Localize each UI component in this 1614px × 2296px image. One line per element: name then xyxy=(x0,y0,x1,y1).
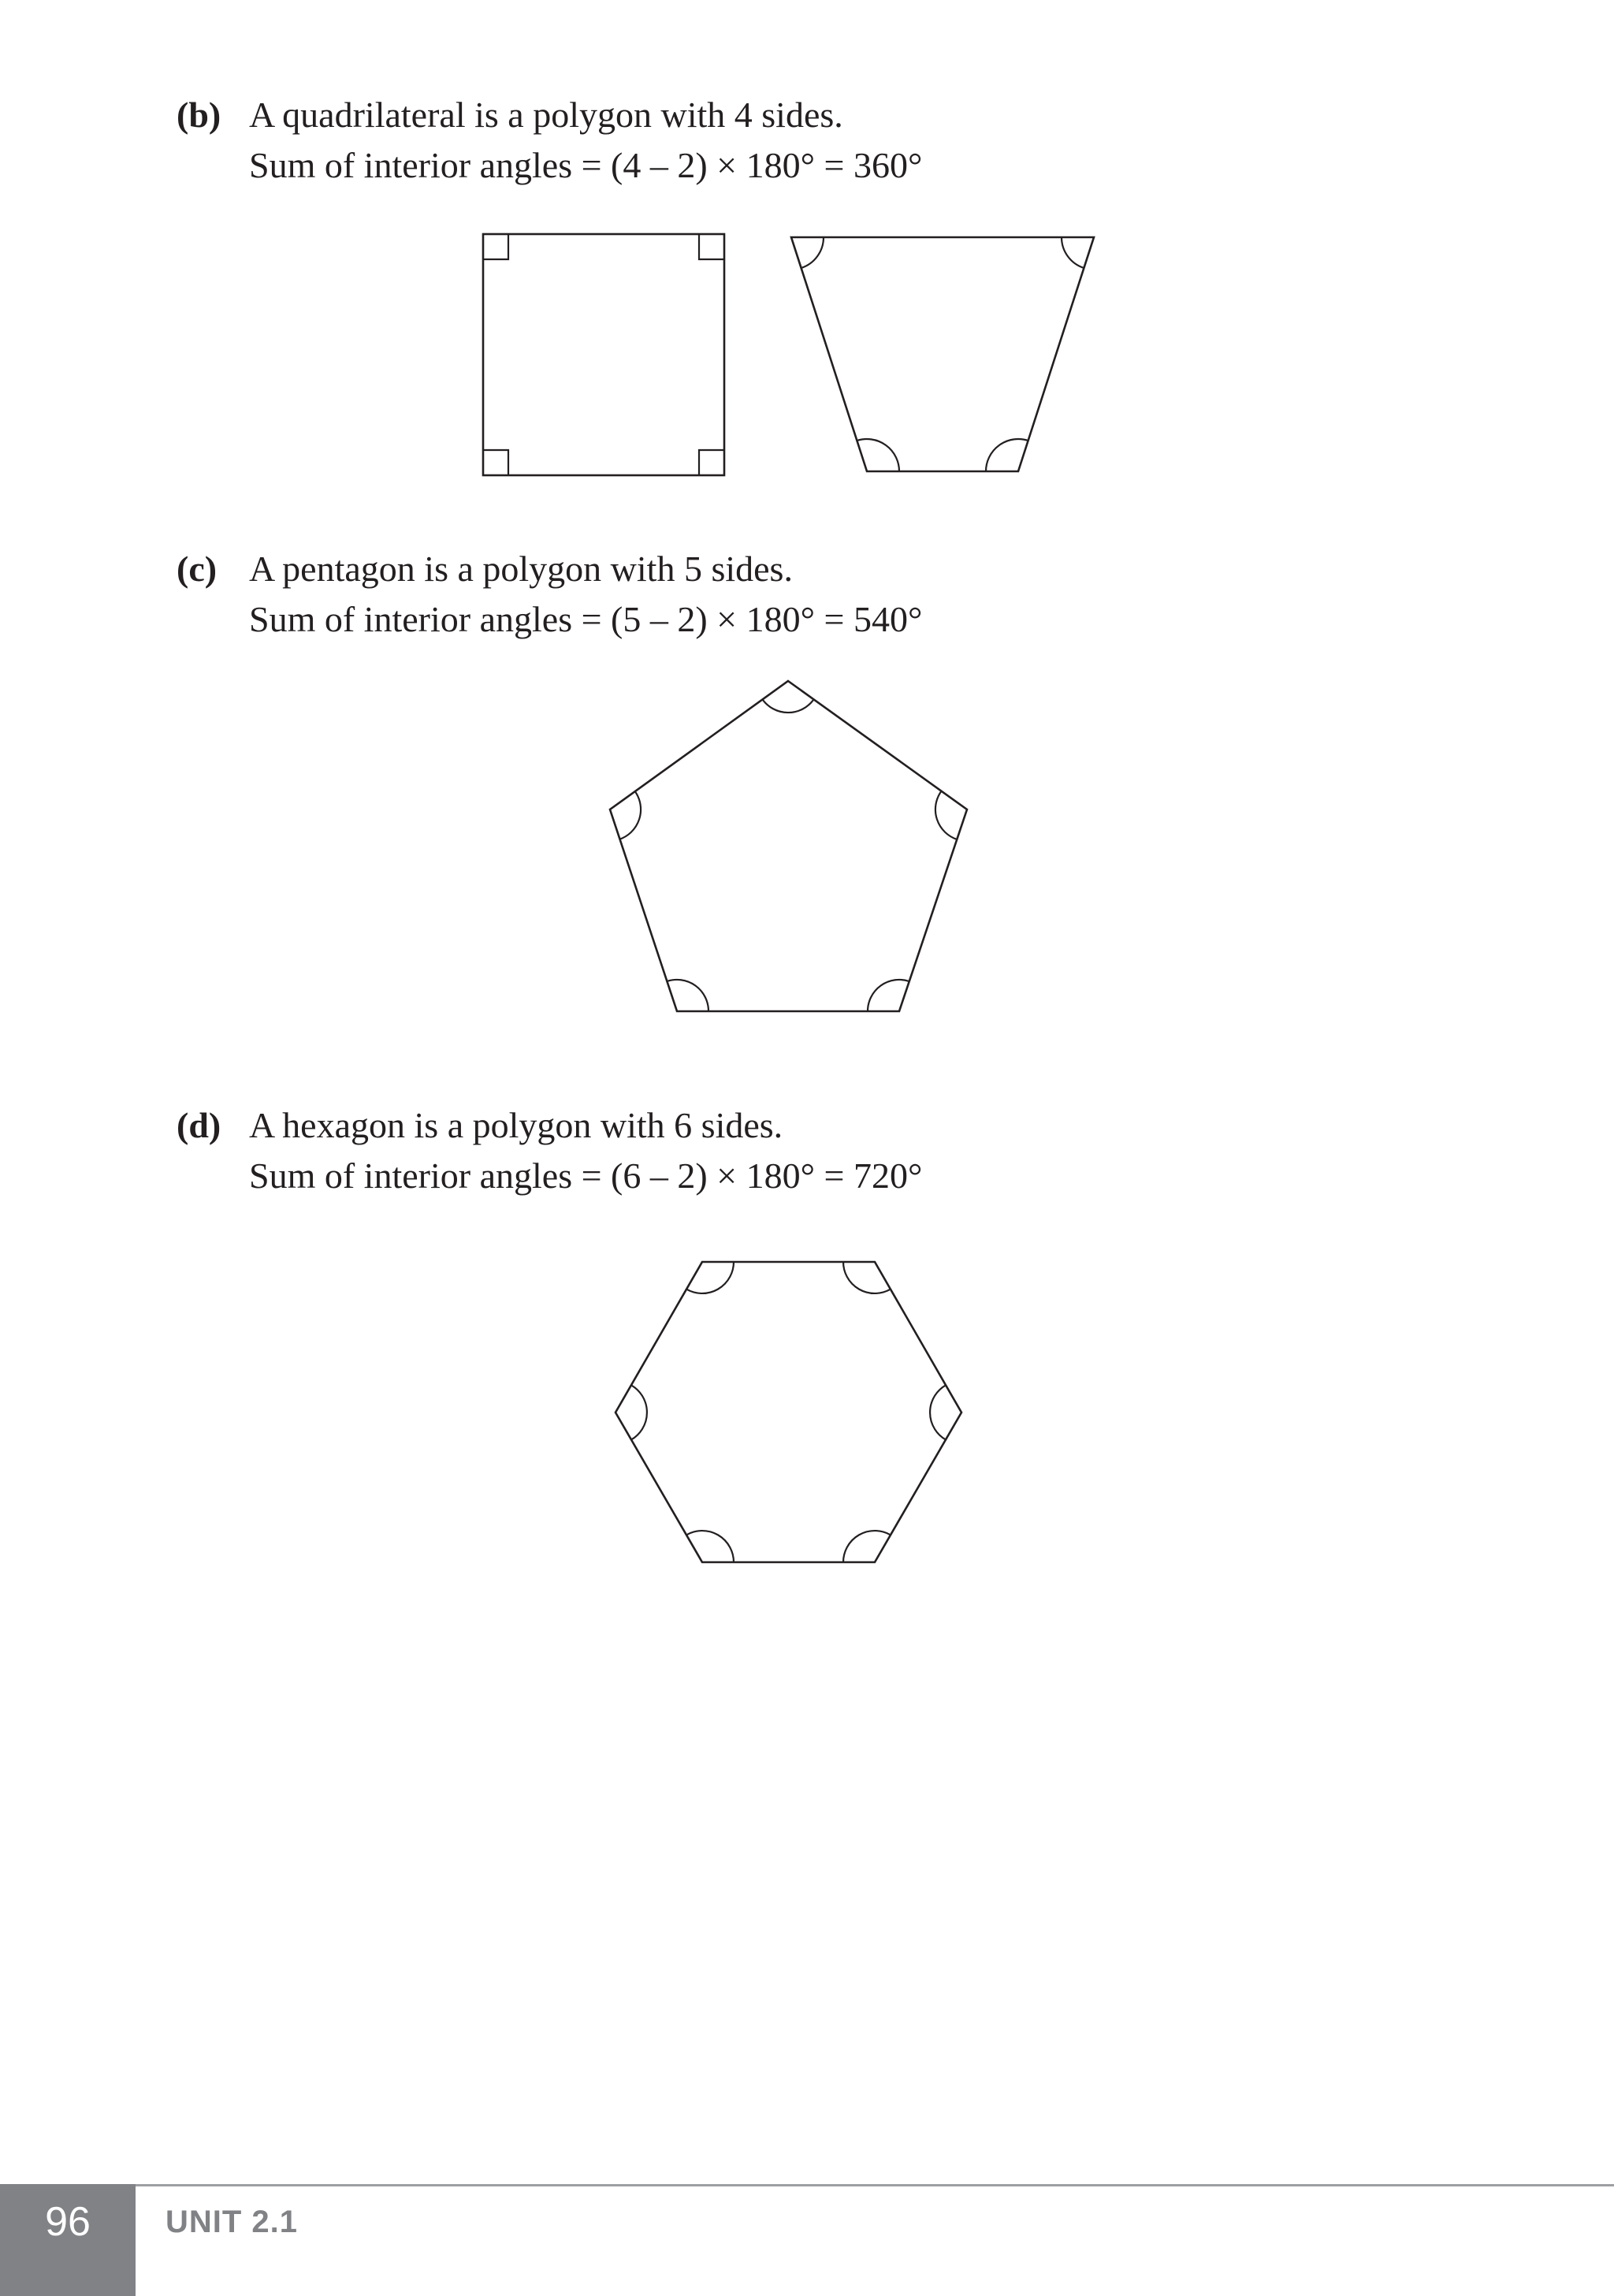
page-number-tab xyxy=(0,2184,136,2296)
hexagon-angle-arc-left xyxy=(631,1385,647,1439)
pentagon-angle-arc-right xyxy=(935,791,957,839)
trapezium-outline xyxy=(791,237,1094,471)
square-right-angle-top-left xyxy=(483,234,508,259)
trapezium-angle-arc-bottom-right xyxy=(986,439,1028,471)
page-footer xyxy=(0,2184,1614,2296)
section-b-label: (b) xyxy=(177,95,221,135)
hexagon-angle-arc-right xyxy=(930,1385,946,1439)
section-d-statement: A hexagon is a polygon with 6 sides. xyxy=(249,1105,783,1145)
section-b-formula: Sum of interior angles = (4 – 2) × 180° = 360° xyxy=(249,145,923,185)
square-right-angle-top-right xyxy=(699,234,724,259)
trapezium-angle-arc-bottom-left xyxy=(857,439,899,471)
section-b-statement: A quadrilateral is a polygon with 4 sides. xyxy=(249,95,843,135)
section-c-label: (c) xyxy=(177,549,218,589)
pentagon-figure xyxy=(610,681,967,1011)
square-figure xyxy=(483,234,724,475)
page-number: 96 xyxy=(45,2199,91,2245)
pentagon-angle-arc-bottom-left xyxy=(667,980,708,1011)
unit-label: UNIT 2.1 xyxy=(165,2205,299,2239)
section-d-formula: Sum of interior angles = (6 – 2) × 180° = 720° xyxy=(249,1155,923,1196)
pentagon-angle-arc-left xyxy=(619,791,641,839)
hexagon-figure xyxy=(615,1262,961,1562)
square-right-angle-bottom-left xyxy=(483,450,508,475)
pentagon-angle-arc-top xyxy=(763,699,814,713)
trapezium-angle-arc-top-right xyxy=(1062,237,1084,268)
footer-rule xyxy=(136,2184,1614,2186)
section-c-formula: Sum of interior angles = (5 – 2) × 180° = 540° xyxy=(249,599,923,639)
section-d-label: (d) xyxy=(177,1105,221,1145)
trapezium-figure xyxy=(791,237,1094,471)
pentagon-angle-arc-bottom-right xyxy=(868,980,909,1011)
square-outline xyxy=(483,234,724,475)
section-c-statement: A pentagon is a polygon with 5 sides. xyxy=(249,549,793,589)
hexagon-outline xyxy=(615,1262,961,1562)
pentagon-outline xyxy=(610,681,967,1011)
trapezium-angle-arc-top-left xyxy=(801,237,824,268)
square-right-angle-bottom-right xyxy=(699,450,724,475)
